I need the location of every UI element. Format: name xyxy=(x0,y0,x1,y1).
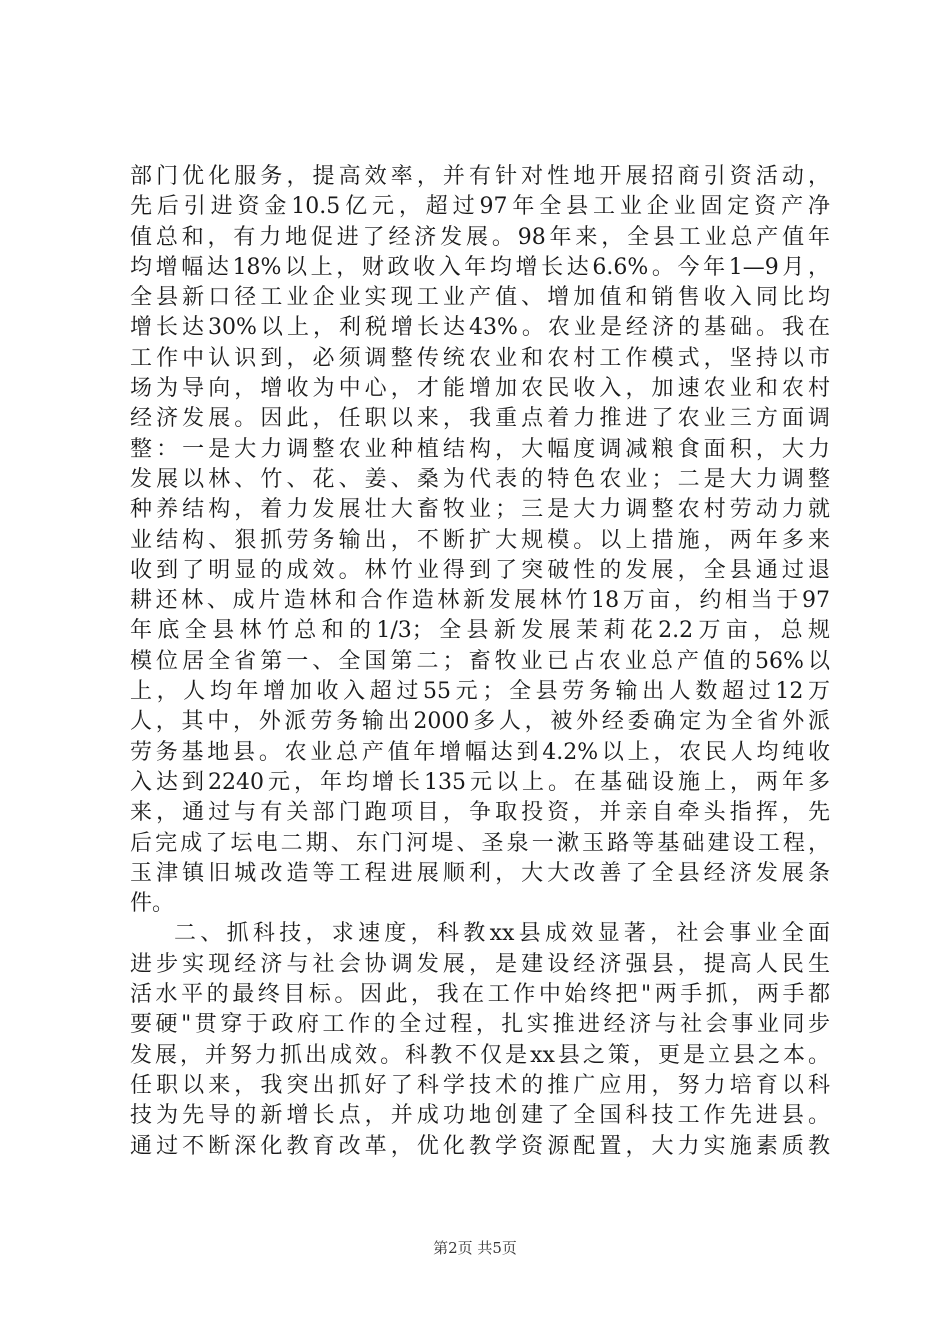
text-line: 来，通过与有关部门跑项目，争取投资，并亲自牵头指挥，先 xyxy=(130,800,830,826)
text-line: 业结构、狠抓劳务输出，不断扩大规模。以上措施，两年多来 xyxy=(130,527,830,553)
text-line: 种养结构，着力发展壮大畜牧业；三是大力调整农村劳动力就 xyxy=(130,497,830,523)
text-line: 劳务基地县。农业总产值年增幅达到4.2%以上，农民人均纯收 xyxy=(130,739,830,765)
text-line: 场为导向，增收为中心，才能增加农民收入，加速农业和农村 xyxy=(130,376,830,402)
text-line: 耕还林、成片造林和合作造林新发展林竹18万亩，约相当于97 xyxy=(130,588,830,614)
text-line: 进步实现经济与社会协调发展，是建设经济强县，提高人民生 xyxy=(130,951,830,977)
page-number: 第2页 共5页 xyxy=(433,1239,517,1257)
text-line: 任职以来，我突出抓好了科学技术的推广应用，努力培育以科 xyxy=(130,1072,830,1098)
text-line: 增长达30%以上，利税增长达43%。农业是经济的基础。我在 xyxy=(130,315,830,341)
text-line: 人，其中，外派劳务输出2000多人，被外经委确定为全省外派 xyxy=(130,709,830,735)
page-footer xyxy=(0,1238,950,1258)
section-heading-line: 二、抓科技，求速度，科教xx县成效显著，社会事业全面 xyxy=(174,921,830,947)
text-line: 年底全县林竹总和的1/3；全县新发展茉莉花2.2万亩，总规 xyxy=(130,618,830,644)
text-line: 上，人均年增加收入超过55元；全县劳务输出人数超过12万 xyxy=(130,679,830,705)
text-line: 技为先导的新增长点，并成功地创建了全国科技工作先进县。 xyxy=(130,1103,830,1129)
text-line: 通过不断深化教育改革，优化教学资源配置，大力实施素质教 xyxy=(130,1133,830,1159)
text-line: 经济发展。因此，任职以来，我重点着力推进了农业三方面调 xyxy=(130,406,830,432)
text-line: 值总和，有力地促进了经济发展。98年来，全县工业总产值年 xyxy=(130,224,830,250)
text-line: 发展，并努力抓出成效。科教不仅是xx县之策，更是立县之本。 xyxy=(130,1042,830,1068)
text-line: 玉津镇旧城改造等工程进展顺利，大大改善了全县经济发展条 xyxy=(130,860,830,886)
text-line: 入达到2240元，年均增长135元以上。在基础设施上，两年多 xyxy=(130,769,830,795)
text-line: 模位居全省第一、全国第二；畜牧业已占农业总产值的56%以 xyxy=(130,648,830,674)
text-line: 全县新口径工业企业实现工业产值、增加值和销售收入同比均 xyxy=(130,285,830,311)
body-text xyxy=(130,162,830,1162)
text-line: 均增幅达18%以上，财政收入年均增长达6.6%。今年1—9月， xyxy=(130,254,830,280)
text-line: 要硬"贯穿于政府工作的全过程，扎实推进经济与社会事业同步 xyxy=(130,1012,830,1038)
text-line: 后完成了坛电二期、东门河堤、圣泉一漱玉路等基础建设工程， xyxy=(130,830,830,856)
text-line: 先后引进资金10.5亿元，超过97年全县工业企业固定资产净 xyxy=(130,194,830,220)
paragraph-end-line: 件。 xyxy=(130,891,175,917)
text-line: 发展以林、竹、花、姜、桑为代表的特色农业；二是大力调整 xyxy=(130,466,830,492)
text-line: 部门优化服务，提高效率，并有针对性地开展招商引资活动， xyxy=(130,164,830,189)
text-line: 工作中认识到，必须调整传统农业和农村工作模式，坚持以市 xyxy=(130,345,830,371)
text-line: 收到了明显的成效。林竹业得到了突破性的发展，全县通过退 xyxy=(130,557,830,583)
text-line: 整：一是大力调整农业种植结构，大幅度调减粮食面积，大力 xyxy=(130,436,830,462)
text-line: 活水平的最终目标。因此，我在工作中始终把"两手抓，两手都 xyxy=(130,982,830,1008)
